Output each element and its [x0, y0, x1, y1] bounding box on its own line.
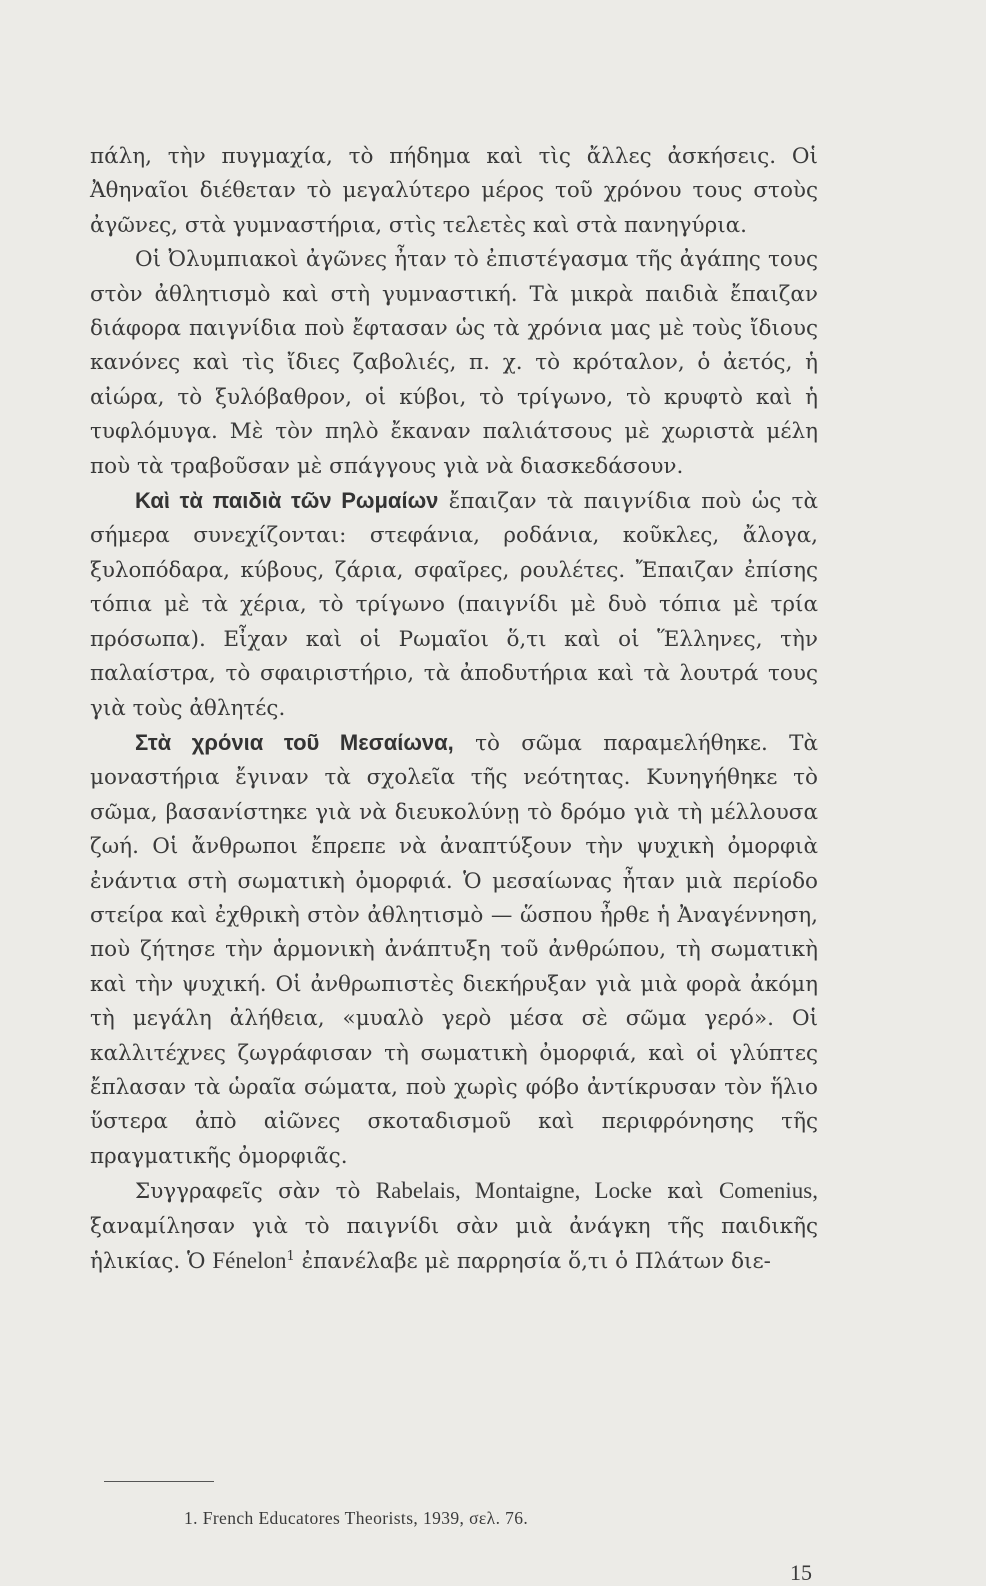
paragraph-2: Οἱ Ὀλυμπιακοὶ ἀγῶνες ἦταν τὸ ἐπιστέγασμα τῆς ἀγάπης τους στὸν ἀθλητισμὸ καὶ στὴ γυμναστική. Τὰ μικρὰ παιδιὰ ἔπαιζαν διάφορα παιγνίδια ποὺ ἔφτασαν ὡς τὰ χρόνια μας μὲ τοὺς ἴδιους κανόνες καὶ τὶς ἴδιες ζαβολιές, π. χ. τὸ κρόταλον, ὁ ἀετός, ἡ αἰώρα, τὸ ξυλόβαθρον, οἱ κύβοι, τὸ τρίγωνο, τὸ κρυφτὸ καὶ ἡ τυφλόμυγα. Μὲ τὸν πηλὸ ἔκαναν παλιάτσους μὲ χωριστὰ μέλη ποὺ τὰ τραβοῦσαν μὲ σπάγγους γιὰ νὰ διασκεδάσουν. [90, 247, 818, 479]
paragraph-4-heading: Στὰ χρόνια τοῦ Μεσαίωνα, [135, 729, 454, 755]
footnote: 1. French Educatores Theorists, 1939, σελ. 76. [184, 1508, 529, 1528]
paragraph-5-latin-names: Rabelais, Montaigne, Locke [375, 1178, 652, 1204]
page-body-text [90, 140, 818, 1279]
paragraph-4 [90, 726, 818, 1174]
paragraph-3-text: ἔπαιζαν τὰ παιγνίδια ποὺ ὡς τὰ σήμερα συνεχίζονται: στεφάνια, ροδάνια, κοῦκλες, ἄλογα, ξυλοπόδαρα, κύβους, ζάρια, σφαῖρες, ρουλέτες. Ἔπαιζαν ἐπίσης τόπια μὲ τὰ χέρια, τὸ τρίγωνο (παιγνίδι μὲ δυὸ τόπια μὲ τρία πρόσωπα). Εἶχαν καὶ οἱ Ρωμαῖοι ὅ,τι καὶ οἱ Ἕλληνες, τὴν παλαίστρα, τὸ σφαιριστήριο, τὰ ἀποδυτήρια καὶ τὰ λουτρά τους γιὰ τοὺς ἀθλητές. [90, 489, 818, 721]
paragraph-5 [90, 1174, 818, 1279]
paragraph-3 [90, 484, 818, 726]
paragraph-5-latin-name-3: Fénelon [212, 1248, 287, 1273]
paragraph-5-text-c: ξαναμίλησαν γιὰ τὸ παιγνίδι σὰν μιὰ ἀνάγκη τῆς παιδικῆς ἡλικίας. Ὁ [90, 1213, 818, 1274]
footnote-divider [104, 1481, 214, 1482]
footnote-marker: 1 [286, 1248, 295, 1264]
page-number: 15 [790, 1560, 812, 1585]
paragraph-5-latin-name-2: Comenius, [718, 1178, 818, 1204]
paragraph-4-text: τὸ σῶμα παραμελήθηκε. Τὰ μοναστήρια ἔγιναν τὰ σχολεῖα τῆς νεότητας. Κυνηγήθηκε τὸ σῶμα, βασανίστηκε γιὰ νὰ διευκολύνῃ τὸ δρόμο γιὰ τὴ μέλλουσα ζωή. Οἱ ἄνθρωποι ἔπρεπε νὰ ἀναπτύξουν τὴν ψυχικὴ ὀμορφιὰ ἐνάντια στὴ σωματικὴ ὀμορφιά. Ὁ μεσαίωνας ἦταν μιὰ περίοδο στείρα καὶ ἐχθρικὴ στὸν ἀθλητισμὸ — ὥσπου ἦρθε ἡ Ἀναγέννηση, ποὺ ζήτησε τὴν ἁρμονικὴ ἀνάπτυξη τοῦ ἀνθρώπου, τὴ σωματικὴ καὶ τὴν ψυχική. Οἱ ἀνθρωπιστὲς διεκήρυξαν γιὰ μιὰ φορὰ ἀκόμη τὴ μεγάλη ἀλήθεια, «μυαλὸ γερὸ μέσα σὲ σῶμα γερό». Οἱ καλλιτέχνες ζωγράφισαν τὴ σωματικὴ ὀμορφιά, καὶ οἱ γλύπτες ἔπλασαν τὰ ὡραῖα σώματα, ποὺ χωρὶς φόβο ἀντίκρυσαν τὸν ἥλιο ὕστερα ἀπὸ αἰῶνες σκοταδισμοῦ καὶ περιφρόνησης τῆς πραγματικῆς ὀμορφιᾶς. [90, 730, 819, 1169]
paragraph-1: πάλη, τὴν πυγμαχία, τὸ πήδημα καὶ τὶς ἄλλες ἀσκήσεις. Οἱ Ἀθηναῖοι διέθεταν τὸ μεγαλύτερο μέρος τοῦ χρόνου τους στοὺς ἀγῶνες, στὰ γυμναστήρια, στὶς τελετὲς καὶ στὰ πανηγύρια. [90, 144, 818, 238]
paragraph-5-text-b: καὶ [652, 1179, 719, 1205]
paragraph-3-heading: Καὶ τὰ παιδιὰ τῶν Ρωμαίων [135, 488, 439, 514]
paragraph-5-text-a: Συγγραφεῖς σὰν τὸ [135, 1179, 376, 1205]
paragraph-5-text-d: ἐπανέλαβε μὲ παρρησία ὅ,τι ὁ Πλάτων διε- [294, 1249, 771, 1274]
